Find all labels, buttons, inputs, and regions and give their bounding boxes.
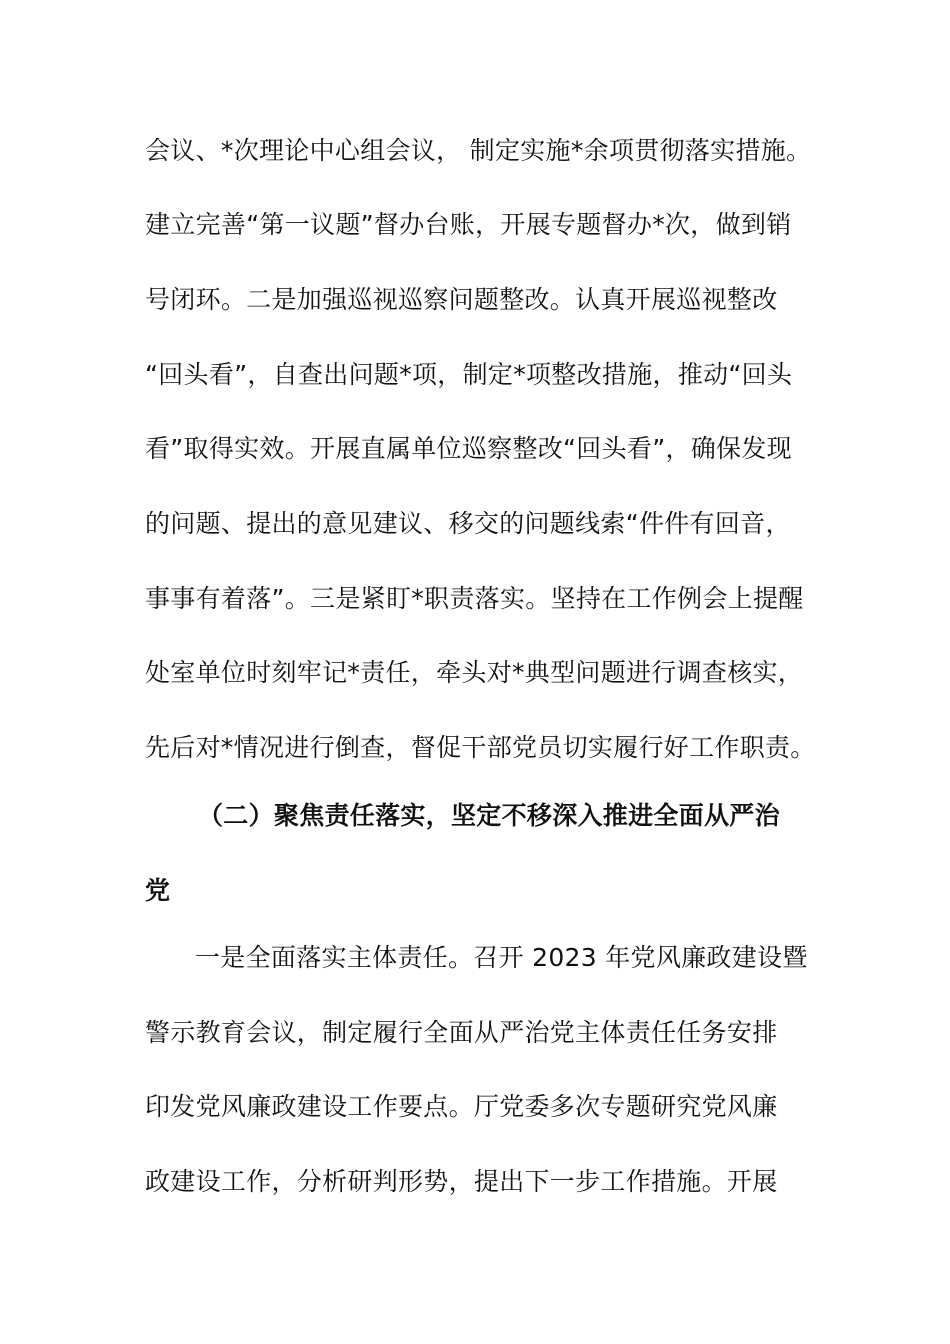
text-line: 警示教育会议，制定履行全面从严治党主体责任任务安排 xyxy=(145,1018,778,1047)
text-line: 看”取得实效。开展直属单位巡察整改“回头看”，确保发现 xyxy=(145,434,792,463)
text-line: 政建设工作，分析研判形势，提出下一步工作措施。开展 xyxy=(145,1167,778,1196)
text-line: 会议、*次理论中心组会议， 制定实施*余项贯彻落实措施。 xyxy=(145,136,812,165)
heading-line: （二）聚焦责任落实，坚定不移深入推进全面从严治 xyxy=(198,801,780,830)
text-line: 建立完善“第一议题”督办台账，开展专题督办*次，做到销 xyxy=(145,210,792,239)
text-line: 先后对*情况进行倒查，督促干部党员切实履行好工作职责。 xyxy=(145,733,816,762)
heading-line: 党 xyxy=(145,876,171,905)
text-line: 事事有着落”。三是紧盯*职责落实。坚持在工作例会上提醒 xyxy=(145,584,804,613)
text-line: “回头看”，自查出问题*项，制定*项整改措施，推动“回头 xyxy=(145,360,793,389)
text-line: 处室单位时刻牢记*责任，牵头对*典型问题进行调查核实， xyxy=(145,658,804,687)
text-line: 号闭环。二是加强巡视巡察问题整改。认真开展巡视整改 xyxy=(145,285,778,314)
text-line: 印发党风廉政建设工作要点。厅党委多次专题研究党风廉 xyxy=(145,1092,778,1121)
text-line: 的问题、提出的意见建议、移交的问题线索“件件有回音， xyxy=(145,509,791,538)
text-line: 一是全面落实主体责任。召开 2023 年党风廉政建设暨 xyxy=(195,943,808,972)
